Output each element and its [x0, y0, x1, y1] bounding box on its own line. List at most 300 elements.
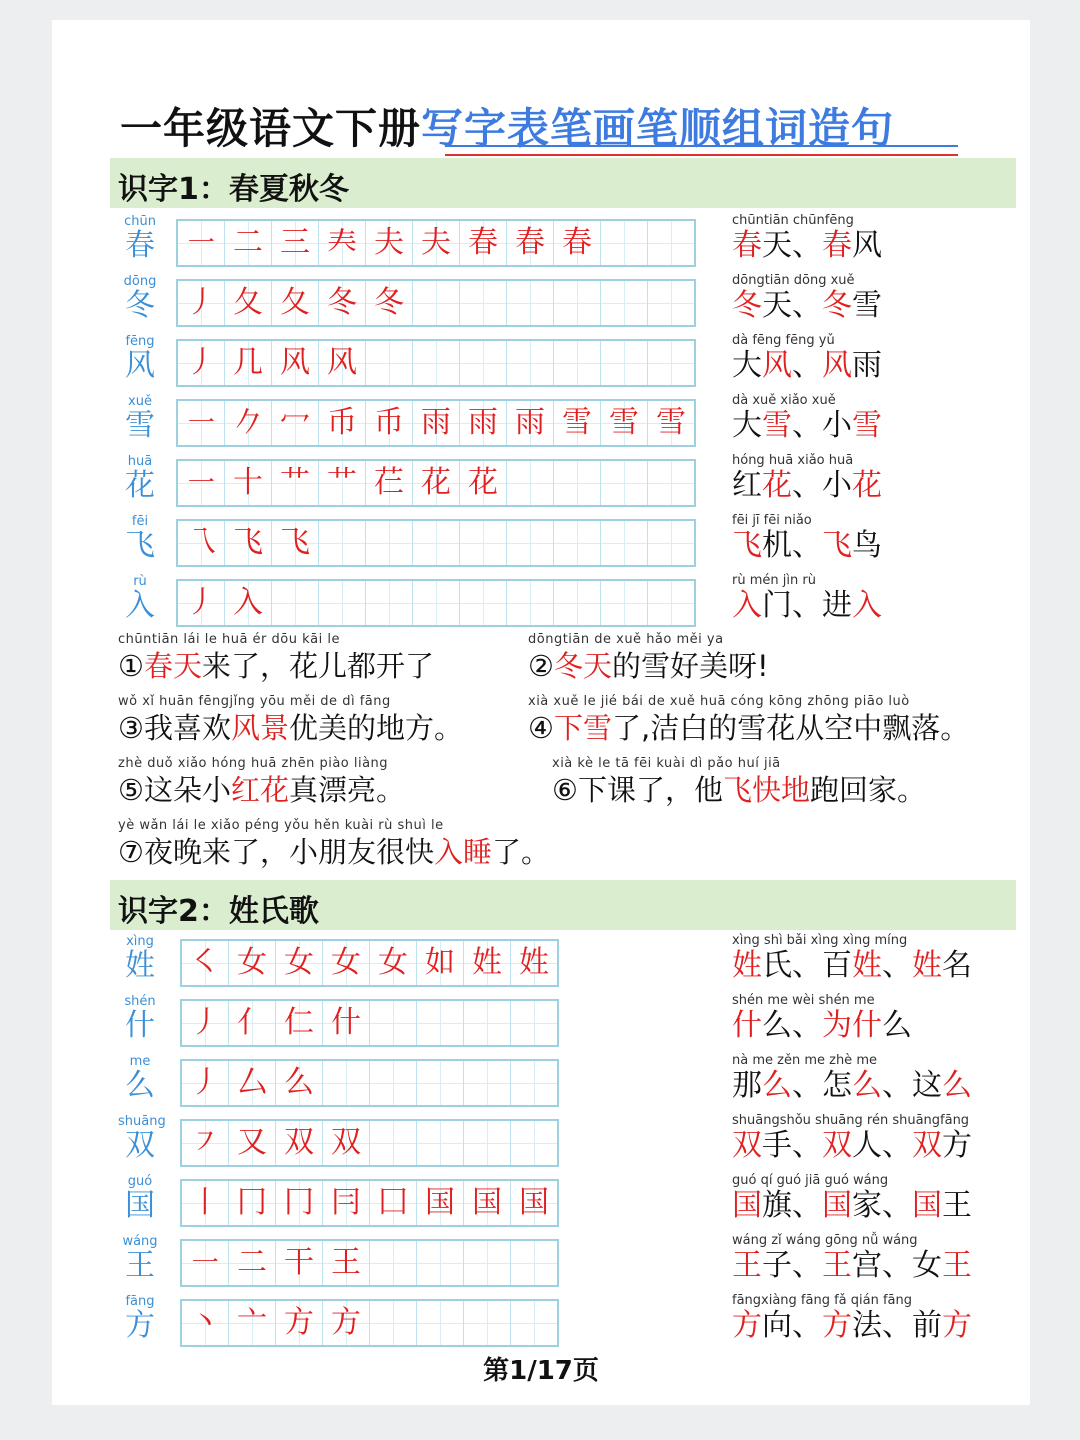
char-glyph: 国 [125, 1188, 155, 1223]
empty-cell [370, 1001, 417, 1045]
stroke-glyph: 亻 [237, 1005, 267, 1040]
words-pinyin: chūntiān chūnfēng [732, 213, 854, 228]
sentence-text [552, 772, 926, 808]
stroke-step [464, 941, 511, 985]
sentence-text [528, 648, 769, 684]
stroke-glyph: 夫 [421, 225, 451, 260]
word-part: 风 [822, 348, 852, 383]
char-label [118, 1055, 162, 1103]
stroke-glyph: 雪 [562, 405, 592, 440]
stroke-glyph: 冃 [331, 1185, 361, 1220]
word-part: 方 [942, 1308, 972, 1343]
stroke-glyph: 夫 [374, 225, 404, 260]
stroke-step [276, 1181, 323, 1225]
stroke-step [370, 1181, 417, 1225]
stroke-grid [176, 279, 696, 327]
word-group [732, 573, 882, 623]
stroke-step [417, 1181, 464, 1225]
stroke-glyph: 双 [284, 1125, 314, 1160]
word-part: 姓 [912, 948, 942, 983]
stroke-glyph: 雪 [609, 405, 639, 440]
sentence-highlight: 风景 [231, 711, 290, 745]
stroke-grid [180, 999, 559, 1047]
empty-cell [417, 1241, 464, 1285]
title-underline [445, 145, 958, 156]
stroke-glyph: 冂 [284, 1185, 314, 1220]
empty-cell [413, 281, 460, 325]
stroke-glyph: 二 [233, 225, 263, 260]
word-part: 冬 [822, 288, 852, 323]
char-label [118, 575, 162, 623]
word-part: 么 [852, 1068, 882, 1103]
empty-cell [464, 1121, 511, 1165]
sentence-pre: ⑥下课了，他 [552, 773, 723, 807]
sentence-pre: ④ [528, 711, 554, 745]
sentence-pinyin: dōngtiān de xuě hǎo měi ya [528, 632, 724, 647]
empty-cell [601, 221, 648, 265]
word-separator: 、 [792, 1248, 822, 1283]
stroke-step [182, 1001, 229, 1045]
stroke-step [511, 941, 557, 985]
char-pinyin: xuě [128, 394, 152, 409]
char-pinyin: dōng [123, 274, 157, 289]
word-part: 雪 [852, 288, 882, 323]
stroke-step [229, 941, 276, 985]
empty-cell [648, 461, 694, 505]
stroke-step [460, 461, 507, 505]
word-part: 春 [732, 228, 762, 263]
word-part: 花 [852, 468, 882, 503]
stroke-step [182, 1301, 229, 1345]
stroke-step [366, 401, 413, 445]
stroke-glyph: 方 [331, 1305, 361, 1340]
title-part1: 一年级语文下册 [120, 104, 422, 153]
stroke-glyph: 姓 [519, 945, 549, 980]
stroke-glyph: 丿 [186, 345, 216, 380]
stroke-step [601, 401, 648, 445]
example-sentence [528, 694, 969, 746]
example-sentence [118, 694, 463, 746]
words-pinyin: dà xuě xiǎo xuě [732, 393, 836, 408]
stroke-step [319, 401, 366, 445]
empty-cell [370, 1061, 417, 1105]
stroke-glyph: 币 [374, 405, 404, 440]
stroke-step [366, 461, 413, 505]
sentence-pinyin: xià kè le tā fēi kuài dì pǎo huí jiā [552, 756, 781, 771]
word-part: 王 [942, 1188, 972, 1223]
stroke-grid [180, 1179, 559, 1227]
word-part: 么 [762, 1068, 792, 1103]
stroke-glyph: 方 [284, 1305, 314, 1340]
stroke-step [460, 221, 507, 265]
word-separator: 、 [792, 948, 822, 983]
word-separator: 、 [792, 1068, 822, 1103]
stroke-step [323, 941, 370, 985]
word-separator: 、 [792, 228, 822, 263]
stroke-glyph: 冬 [374, 285, 404, 320]
empty-cell [460, 281, 507, 325]
stroke-step [417, 941, 464, 985]
stroke-glyph: 冖 [280, 405, 310, 440]
word-part: 向 [762, 1308, 792, 1343]
stroke-glyph: 艹 [280, 465, 310, 500]
empty-cell [554, 581, 601, 625]
stroke-step [323, 1301, 370, 1345]
empty-cell [460, 341, 507, 385]
sentence-highlight: 冬天 [554, 649, 613, 683]
word-part: 大 [732, 348, 762, 383]
word-part: 小 [822, 408, 852, 443]
stroke-grid [180, 939, 559, 987]
word-group [732, 333, 882, 383]
empty-cell [601, 521, 648, 565]
stroke-step [182, 1061, 229, 1105]
char-label [118, 1175, 162, 1223]
example-sentence [528, 632, 769, 684]
stroke-glyph: 厶 [237, 1065, 267, 1100]
stroke-step [229, 1301, 276, 1345]
char-label [118, 1114, 166, 1163]
stroke-step [366, 281, 413, 325]
word-part: 怎 [822, 1068, 852, 1103]
empty-cell [413, 581, 460, 625]
stroke-glyph: 干 [284, 1245, 314, 1280]
stroke-glyph: 么 [284, 1065, 314, 1100]
stroke-step [225, 521, 272, 565]
word-separator: 、 [792, 1188, 822, 1223]
word-part: 方 [732, 1308, 762, 1343]
word-separator: 、 [882, 1248, 912, 1283]
stroke-glyph: 女 [284, 945, 314, 980]
words-line [732, 949, 972, 983]
stroke-glyph: 风 [327, 345, 357, 380]
stroke-grid [176, 399, 696, 447]
word-part: 双 [912, 1128, 942, 1163]
sentence-post: 的雪好美呀! [612, 649, 769, 683]
words-line [732, 529, 882, 563]
char-row [52, 1175, 1030, 1235]
char-row [52, 995, 1030, 1055]
word-separator: 、 [882, 948, 912, 983]
word-part: 手 [762, 1128, 792, 1163]
word-part: 宫 [852, 1248, 882, 1283]
stroke-step [413, 401, 460, 445]
stroke-step [225, 281, 272, 325]
stroke-glyph: ㇐ [190, 1245, 220, 1280]
word-group [732, 1113, 972, 1163]
empty-cell [511, 1301, 557, 1345]
stroke-step [225, 581, 272, 625]
word-part: 双 [822, 1128, 852, 1163]
stroke-step [225, 221, 272, 265]
word-part: 王 [942, 1248, 972, 1283]
sentence-post: 来了，花儿都开了 [202, 649, 435, 683]
words-pinyin: dōngtiān dōng xuě [732, 273, 855, 288]
char-row [52, 575, 1030, 635]
stroke-glyph: ㇐ [186, 225, 216, 260]
char-label [118, 935, 162, 983]
empty-cell [417, 1121, 464, 1165]
stroke-step [413, 221, 460, 265]
empty-cell [417, 1301, 464, 1345]
word-part: 什 [732, 1008, 762, 1043]
word-part: 天 [762, 228, 792, 263]
stroke-glyph: ㇛ [190, 945, 220, 980]
word-part: 姓 [852, 948, 882, 983]
words-line [732, 1309, 972, 1343]
word-group [732, 273, 882, 323]
empty-cell [323, 1061, 370, 1105]
stroke-step [648, 401, 694, 445]
stroke-glyph: ㇐ [186, 465, 216, 500]
stroke-glyph: 飞 [280, 525, 310, 560]
section-heading-text: 识字1：春夏秋冬 [118, 172, 349, 207]
stroke-glyph: 丿 [186, 585, 216, 620]
example-sentence [118, 756, 405, 808]
stroke-glyph: 国 [425, 1185, 455, 1220]
stroke-glyph: 冬 [327, 285, 357, 320]
sentence-post: 真漂亮。 [289, 773, 406, 807]
stroke-step [178, 281, 225, 325]
stroke-step [554, 221, 601, 265]
word-part: 方 [942, 1128, 972, 1163]
char-pinyin: huā [127, 454, 153, 469]
stroke-step [272, 341, 319, 385]
char-pinyin: me [129, 1054, 151, 1069]
word-separator: 、 [882, 1068, 912, 1103]
stroke-glyph: 什 [331, 1005, 361, 1040]
sentence-post: 了。 [492, 835, 551, 869]
stroke-glyph: 囗 [378, 1185, 408, 1220]
sentence-pre: ② [528, 649, 554, 683]
words-line [732, 589, 882, 623]
words-line [732, 289, 882, 323]
example-sentence [118, 632, 434, 684]
char-label [118, 515, 162, 563]
word-part: 国 [822, 1188, 852, 1223]
empty-cell [464, 1241, 511, 1285]
stroke-glyph: 丶 [190, 1305, 220, 1340]
stroke-glyph: 风 [280, 345, 310, 380]
stroke-step [413, 461, 460, 505]
empty-cell [417, 1001, 464, 1045]
words-pinyin: wáng zǐ wáng gōng nǚ wáng [732, 1233, 918, 1248]
stroke-glyph: 𡗗 [327, 225, 357, 260]
sentence-highlight: 入睡 [434, 835, 493, 869]
stroke-glyph: 乁 [186, 525, 216, 560]
empty-cell [464, 1301, 511, 1345]
word-group [732, 1053, 972, 1103]
char-pinyin: fāng [125, 1294, 155, 1309]
sentence-highlight: 春天 [144, 649, 203, 683]
char-row [52, 335, 1030, 395]
sentence-post: 优美的地方。 [289, 711, 464, 745]
empty-cell [554, 461, 601, 505]
page-number: 第1/17页 [483, 1356, 599, 1386]
stroke-step [178, 341, 225, 385]
char-pinyin: fēi [131, 514, 149, 529]
stroke-glyph: 花 [421, 465, 451, 500]
char-glyph: 入 [125, 588, 155, 623]
stroke-step [323, 1001, 370, 1045]
word-part: 旗 [762, 1188, 792, 1223]
empty-cell [648, 281, 694, 325]
char-label [118, 455, 162, 503]
word-part: 风 [762, 348, 792, 383]
stroke-step [323, 1241, 370, 1285]
empty-cell [464, 1061, 511, 1105]
empty-cell [511, 1061, 557, 1105]
stroke-grid [180, 1299, 559, 1347]
words-pinyin: dà fēng fēng yǔ [732, 333, 835, 348]
empty-cell [507, 581, 554, 625]
word-part: 花 [762, 468, 792, 503]
empty-cell [370, 1301, 417, 1345]
word-part: 那 [732, 1068, 762, 1103]
sentence-pre: ⑦夜晚来了，小朋友很快 [118, 835, 434, 869]
stroke-glyph: 丿 [190, 1065, 220, 1100]
char-glyph: 王 [125, 1248, 155, 1283]
empty-cell [460, 521, 507, 565]
words-pinyin: nà me zěn me zhè me [732, 1053, 877, 1068]
word-group [732, 453, 882, 503]
stroke-glyph: 丨 [190, 1185, 220, 1220]
word-part: 家 [852, 1188, 882, 1223]
words-line [732, 1249, 972, 1283]
section-heading-1 [110, 158, 1016, 208]
char-glyph: 双 [125, 1128, 155, 1163]
sentence-pre: ① [118, 649, 144, 683]
char-pinyin: xìng [126, 934, 154, 949]
empty-cell [601, 461, 648, 505]
section-heading-text: 识字2：姓氏歌 [118, 894, 319, 929]
words-line [732, 1069, 972, 1103]
sentence-pre: ⑤这朵小 [118, 773, 231, 807]
empty-cell [464, 1001, 511, 1045]
words-pinyin: hóng huā xiǎo huā [732, 453, 854, 468]
char-pinyin: shén [124, 994, 156, 1009]
stroke-step [272, 521, 319, 565]
word-part: 子 [762, 1248, 792, 1283]
empty-cell [507, 461, 554, 505]
stroke-glyph: 女 [237, 945, 267, 980]
sentence-text [118, 772, 405, 808]
sentence-pinyin: yè wǎn lái le xiǎo péng yǒu hěn kuài rù shuì le [118, 818, 444, 833]
word-part: 姓 [732, 948, 762, 983]
stroke-step [276, 1301, 323, 1345]
char-glyph: 春 [125, 228, 155, 263]
stroke-step [319, 461, 366, 505]
word-separator: 、 [882, 1128, 912, 1163]
sentence-pinyin: chūntiān lái le huā ér dōu kāi le [118, 632, 340, 647]
empty-cell [366, 521, 413, 565]
word-part: 门 [762, 588, 792, 623]
stroke-step [507, 401, 554, 445]
stroke-step [225, 461, 272, 505]
word-part: 国 [912, 1188, 942, 1223]
words-line [732, 469, 882, 503]
sentence-post: 跑回家。 [810, 773, 927, 807]
empty-cell [370, 1121, 417, 1165]
char-glyph: 飞 [125, 528, 155, 563]
stroke-glyph: 雪 [656, 405, 686, 440]
empty-cell [601, 581, 648, 625]
stroke-glyph: 十 [233, 465, 263, 500]
char-row [52, 275, 1030, 335]
words-pinyin: shén me wèi shén me [732, 993, 875, 1008]
stroke-step [178, 461, 225, 505]
words-line [732, 229, 882, 263]
stroke-glyph: 春 [562, 225, 592, 260]
stroke-glyph: 亠 [237, 1305, 267, 1340]
empty-cell [507, 281, 554, 325]
stroke-glyph: 币 [327, 405, 357, 440]
char-pinyin: wáng [122, 1234, 158, 1249]
word-part: 机 [762, 528, 792, 563]
stroke-step [272, 401, 319, 445]
stroke-glyph: 雨 [421, 405, 451, 440]
char-row [52, 1295, 1030, 1355]
word-part: 春 [822, 228, 852, 263]
word-part: 这 [912, 1068, 942, 1103]
example-sentence [118, 818, 550, 870]
char-row [52, 1055, 1030, 1115]
stroke-step [276, 1001, 323, 1045]
word-part: 风 [852, 228, 882, 263]
stroke-step [366, 221, 413, 265]
empty-cell [507, 341, 554, 385]
stroke-step [319, 281, 366, 325]
char-glyph: 花 [125, 468, 155, 503]
empty-cell [554, 521, 601, 565]
sentence-highlight: 下雪 [554, 711, 613, 745]
stroke-step [460, 401, 507, 445]
empty-cell [648, 581, 694, 625]
stroke-glyph: 姓 [472, 945, 502, 980]
stroke-step [229, 1181, 276, 1225]
stroke-glyph: 夂 [280, 285, 310, 320]
stroke-glyph: ㇇ [190, 1125, 220, 1160]
char-glyph: 姓 [125, 948, 155, 983]
stroke-step [225, 341, 272, 385]
word-part: 方 [822, 1308, 852, 1343]
stroke-step [229, 1241, 276, 1285]
stroke-glyph: 几 [233, 345, 263, 380]
word-group [732, 933, 972, 983]
stroke-glyph: 仁 [284, 1005, 314, 1040]
char-label [118, 1295, 162, 1343]
stroke-step [182, 1241, 229, 1285]
char-row [52, 935, 1030, 995]
char-label [118, 215, 162, 263]
stroke-grid [176, 519, 696, 567]
word-part: 雪 [762, 408, 792, 443]
word-separator: 、 [792, 468, 822, 503]
stroke-step [229, 1121, 276, 1165]
word-group [732, 1233, 972, 1283]
word-separator: 、 [792, 288, 822, 323]
empty-cell [511, 1121, 557, 1165]
stroke-glyph: 如 [425, 945, 455, 980]
word-part: 天 [762, 288, 792, 323]
word-part: 飞 [822, 528, 852, 563]
sentence-text [528, 710, 969, 746]
stroke-step [323, 1121, 370, 1165]
stroke-glyph: 丿 [186, 285, 216, 320]
char-label [118, 995, 162, 1043]
word-part: 进 [822, 588, 852, 623]
empty-cell [507, 521, 554, 565]
